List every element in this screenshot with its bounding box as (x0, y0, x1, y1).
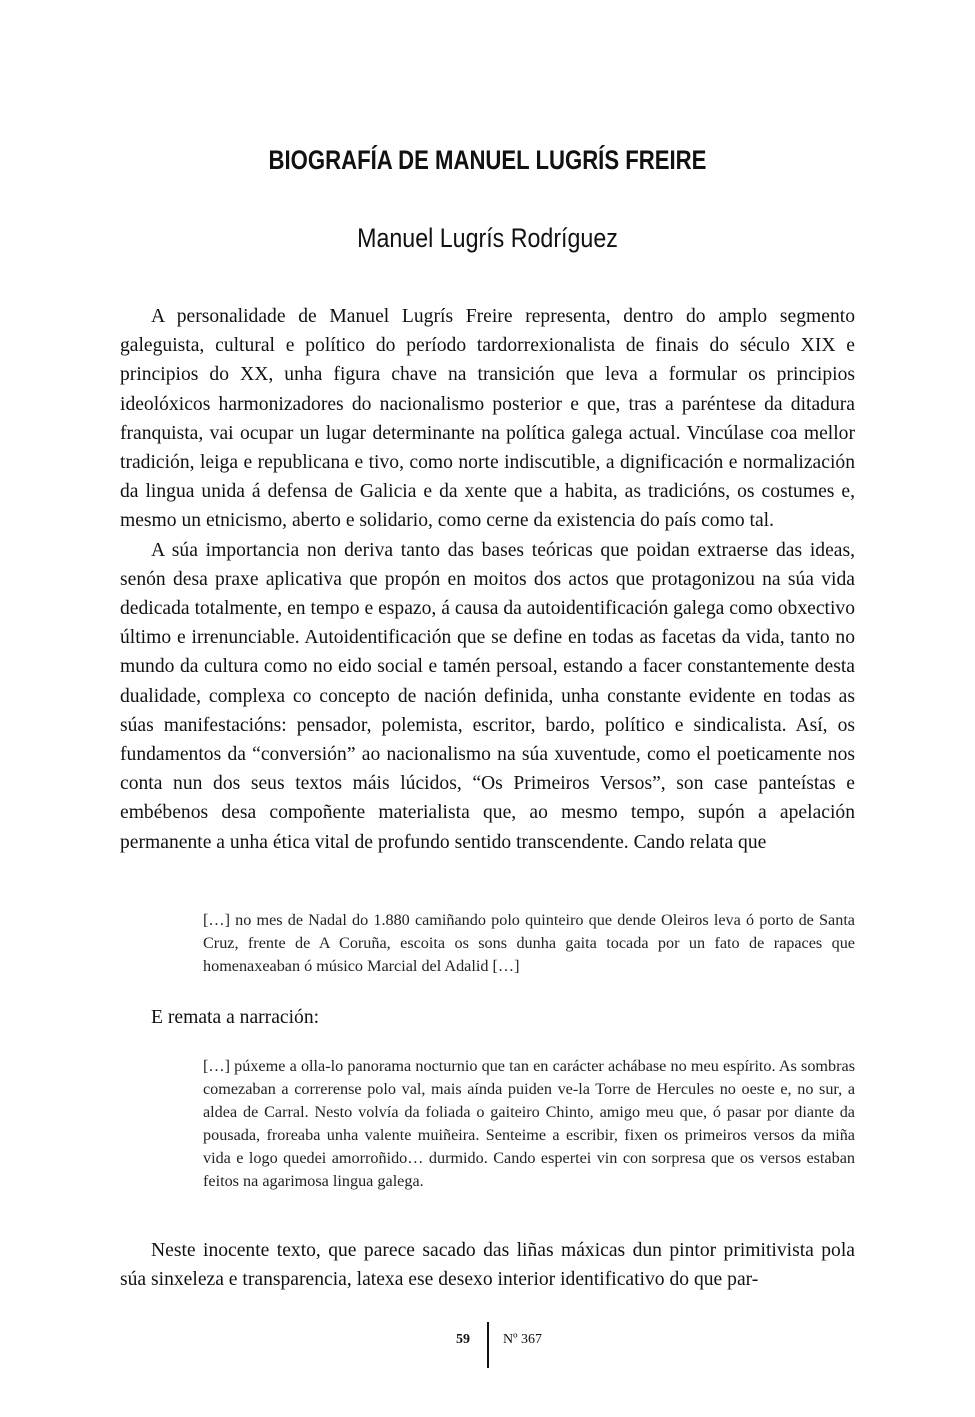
block-quote-1 (203, 909, 855, 978)
body-text-section-1 (120, 302, 855, 857)
body-text-bridge (120, 1003, 855, 1032)
paragraph-1: A personalidade de Manuel Lugrís Freire representa, dentro do amplo segmento galeguista, cultural e político do período tardorrexionalista de finais do século XIX e principios do XX, unha figura chave na transición que leva a formular os principios ideolóxicos harmonizadores do nacionalismo posterior e que, tras a paréntese da ditadura franquista, vai ocupar un lugar determinante na política galega actual. Vincúlase coa mellor tradición, leiga e republicana e tivo, como norte indiscutible, a dignificación e normalización da lingua unida á defensa de Galicia e da xente que a habita, as tradicións, os costumes e, mesmo un etnicismo, aberto e solidario, como cerne da existencia do país como tal. (120, 306, 855, 532)
closing-paragraph: Neste inocente texto, que parece sacado das liñas máxicas dun pintor primitivista pola súa sinxeleza e transparencia, latexa ese desexo interior identificativo do que par- (120, 1240, 855, 1291)
body-text-section-2 (120, 1236, 855, 1294)
quote-2-text: […] púxeme a olla-lo panorama nocturnio que tan en carácter achábase no meu espírito. As sombras comezaban a correrense polo val, mais aínda puiden ve-la Torre de Hercules no oeste e, no sur, a aldea de Carral. Nesto volvía da foliada o gaiteiro Chinto, amigo meu que, ó pasar por diante da pousada, froreaba unha valente muiñeira. Senteime a escribir, fixen os primeiros versos da miña vida e logo quedei amorroñido… durmido. Cando espertei vin con sorpresa que os versos estaban feitos na agarimosa lingua galega. (203, 1057, 855, 1190)
page-number: 59 (456, 1332, 470, 1347)
issue-number: Nº 367 (503, 1332, 542, 1347)
article-author: Manuel Lugrís Rodríguez (357, 223, 618, 253)
paragraph-2: A súa importancia non deriva tanto das bases teóricas que poidan extraerse das ideas, senón desa praxe aplicativa que propón en moitos dos actos que protagonizou na súa vida dedicada totalmente, en tempo e espazo, á causa da autoidentificación galega como obxectivo último e irrenunciable. Autoidentificación que se define en todas as facetas da vida, tanto no mundo da cultura como no eido social e tamén persoal, estando a facer constantemente desta dualidade, complexa co concepto de nación definida, unha constante evidente en todas as súas manifestacións: pensador, polemista, escritor, bardo, político e sindicalista. Así, os fundamentos da “conversión” ao nacionalismo na súa xuventude, como el poeticamente nos conta nun dos seus textos máis lúcidos, “Os Primeiros Versos”, son case panteístas e embébenos desa compoñente materialista que, ao mesmo tempo, supón a apelación permanente a unha ética vital de profundo sentido transcendente. Cando relata que (120, 539, 855, 853)
block-quote-2 (203, 1055, 855, 1193)
quote-1-text: […] no mes de Nadal do 1.880 camiñando polo quinteiro que dende Oleiros leva ó porto de Santa Cruz, frente de A Coruña, escoita os sons dunha gaita tocada por un fato de rapaces que homenaxeaban ó músico Marcial del Adalid […] (203, 911, 855, 975)
footer-divider (487, 1322, 489, 1368)
bridge-text: E remata a narración: (151, 1007, 320, 1028)
page-footer (0, 1322, 975, 1370)
article-title: BIOGRAFÍA DE MANUEL LUGRÍS FREIRE (268, 145, 707, 175)
